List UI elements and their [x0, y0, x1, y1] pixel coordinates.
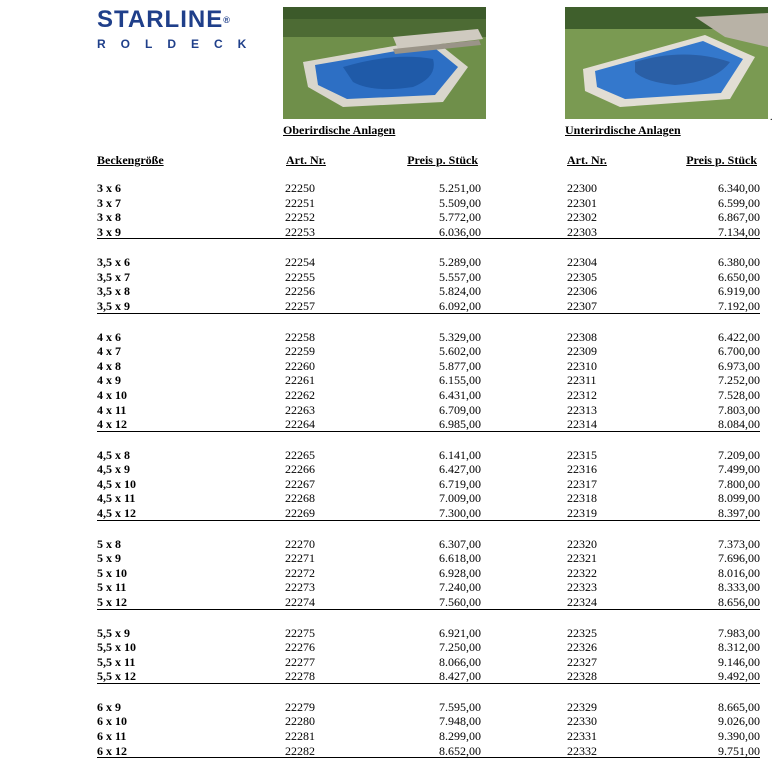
heading-above-ground: Oberirdische Anlagen [283, 123, 396, 137]
group-divider-line [97, 757, 760, 758]
art-nr-under-cell: 22329 [567, 699, 597, 714]
art-nr-under-cell: 22324 [567, 594, 597, 609]
size-cell: 4 x 8 [97, 358, 121, 373]
art-nr-under-cell: 22331 [567, 728, 597, 743]
art-nr-above-cell: 22280 [285, 714, 315, 729]
art-nr-under-cell: 22325 [567, 625, 597, 640]
art-nr-above-cell: 22264 [285, 417, 315, 432]
size-cell: 3 x 9 [97, 224, 121, 239]
art-nr-under-cell: 22309 [567, 344, 597, 359]
price-under-cell: 8.665,00 [718, 699, 760, 714]
size-cell: 6 x 11 [97, 728, 127, 743]
art-nr-above-cell: 22254 [285, 255, 315, 270]
size-cell: 3,5 x 6 [97, 255, 130, 270]
size-cell: 5 x 8 [97, 536, 121, 551]
art-nr-above-cell: 22257 [285, 299, 315, 314]
price-under-cell: 8.333,00 [718, 580, 760, 595]
size-cell: 5,5 x 9 [97, 625, 130, 640]
size-cell: 4 x 7 [97, 344, 121, 359]
art-nr-under-cell: 22318 [567, 491, 597, 506]
art-nr-above-cell: 22282 [285, 743, 315, 758]
size-cell: 4 x 6 [97, 329, 121, 344]
art-nr-under-cell: 22312 [567, 387, 597, 402]
price-under-cell: 6.867,00 [718, 210, 760, 225]
art-nr-under-cell: 22332 [567, 743, 597, 758]
column-header-art-nr-above: Art. Nr. [286, 153, 326, 167]
price-under-cell: 7.209,00 [718, 447, 760, 462]
art-nr-above-cell: 22278 [285, 669, 315, 684]
price-above-cell: 6.709,00 [439, 402, 481, 417]
size-cell: 5 x 11 [97, 580, 127, 595]
price-above-cell: 6.921,00 [439, 625, 481, 640]
price-above-cell: 8.652,00 [439, 743, 481, 758]
price-under-cell: 6.599,00 [718, 195, 760, 210]
price-under-cell: 8.016,00 [718, 565, 760, 580]
price-above-cell: 7.300,00 [439, 506, 481, 521]
size-cell: 3 x 8 [97, 210, 121, 225]
art-nr-under-cell: 22300 [567, 181, 597, 195]
price-under-cell: 8.397,00 [718, 506, 760, 521]
art-nr-above-cell: 22253 [285, 224, 315, 239]
price-above-cell: 6.036,00 [439, 224, 481, 239]
size-cell: 3,5 x 7 [97, 269, 130, 284]
art-nr-above-cell: 22269 [285, 506, 315, 521]
price-above-cell: 5.824,00 [439, 284, 481, 299]
art-nr-above-cell: 22273 [285, 580, 315, 595]
price-under-cell: 7.252,00 [718, 373, 760, 388]
price-under-cell: 8.099,00 [718, 491, 760, 506]
logo-brand: STARLINE [97, 6, 224, 33]
price-above-cell: 5.251,00 [439, 181, 481, 195]
art-nr-under-cell: 22328 [567, 669, 597, 684]
price-above-cell: 6.141,00 [439, 447, 481, 462]
art-nr-above-cell: 22259 [285, 344, 315, 359]
art-nr-above-cell: 22279 [285, 699, 315, 714]
price-under-cell: 8.656,00 [718, 594, 760, 609]
stray-mark: . [770, 112, 773, 123]
art-nr-under-cell: 22314 [567, 417, 597, 432]
art-nr-under-cell: 22301 [567, 195, 597, 210]
size-cell: 3 x 7 [97, 195, 121, 210]
size-cell: 4 x 12 [97, 417, 127, 432]
price-above-cell: 6.985,00 [439, 417, 481, 432]
column-header-size: Beckengröße [97, 153, 164, 167]
column-header-price-under: Preis p. Stück [686, 153, 757, 167]
size-cell: 6 x 9 [97, 699, 121, 714]
art-nr-above-cell: 22277 [285, 654, 315, 669]
art-nr-above-cell: 22251 [285, 195, 315, 210]
price-above-cell: 6.307,00 [439, 536, 481, 551]
price-under-cell: 6.340,00 [718, 181, 760, 195]
size-cell: 4 x 9 [97, 373, 121, 388]
art-nr-under-cell: 22303 [567, 224, 597, 239]
art-nr-under-cell: 22302 [567, 210, 597, 225]
price-above-cell: 5.509,00 [439, 195, 481, 210]
art-nr-under-cell: 22308 [567, 329, 597, 344]
size-cell: 4 x 10 [97, 387, 127, 402]
art-nr-under-cell: 22327 [567, 654, 597, 669]
size-cell: 4,5 x 9 [97, 462, 130, 477]
art-nr-under-cell: 22320 [567, 536, 597, 551]
column-header-price-above: Preis p. Stück [407, 153, 478, 167]
art-nr-above-cell: 22267 [285, 476, 315, 491]
group-divider-line [97, 431, 760, 432]
price-under-cell: 9.146,00 [718, 654, 760, 669]
size-cell: 3,5 x 9 [97, 299, 130, 314]
price-under-cell: 9.492,00 [718, 669, 760, 684]
price-under-cell: 7.134,00 [718, 224, 760, 239]
price-above-cell: 8.066,00 [439, 654, 481, 669]
size-cell: 6 x 10 [97, 714, 127, 729]
price-above-cell: 8.427,00 [439, 669, 481, 684]
price-above-cell: 5.557,00 [439, 269, 481, 284]
size-cell: 3,5 x 8 [97, 284, 130, 299]
price-under-cell: 7.192,00 [718, 299, 760, 314]
logo-subtitle: ROLDECK [97, 37, 262, 51]
price-under-cell: 9.751,00 [718, 743, 760, 758]
art-nr-under-cell: 22316 [567, 462, 597, 477]
heading-underground: Unterirdische Anlagen [565, 123, 681, 137]
price-under-cell: 8.084,00 [718, 417, 760, 432]
art-nr-above-cell: 22256 [285, 284, 315, 299]
art-nr-above-cell: 22265 [285, 447, 315, 462]
art-nr-under-cell: 22305 [567, 269, 597, 284]
price-above-cell: 6.155,00 [439, 373, 481, 388]
price-above-cell: 6.928,00 [439, 565, 481, 580]
price-under-cell: 6.973,00 [718, 358, 760, 373]
price-under-cell: 7.800,00 [718, 476, 760, 491]
price-above-cell: 5.602,00 [439, 344, 481, 359]
group-divider-line [97, 609, 760, 610]
art-nr-above-cell: 22260 [285, 358, 315, 373]
price-under-cell: 7.696,00 [718, 551, 760, 566]
art-nr-under-cell: 22317 [567, 476, 597, 491]
price-under-cell: 8.312,00 [718, 640, 760, 655]
price-above-cell: 6.427,00 [439, 462, 481, 477]
price-above-cell: 7.240,00 [439, 580, 481, 595]
logo-registered-mark: ® [223, 15, 231, 25]
art-nr-under-cell: 22304 [567, 255, 597, 270]
price-above-cell: 7.250,00 [439, 640, 481, 655]
size-cell: 4,5 x 8 [97, 447, 130, 462]
price-under-cell: 7.499,00 [718, 462, 760, 477]
size-cell: 5,5 x 10 [97, 640, 136, 655]
price-above-cell: 5.877,00 [439, 358, 481, 373]
price-above-cell: 7.948,00 [439, 714, 481, 729]
price-under-cell: 7.373,00 [718, 536, 760, 551]
size-cell: 6 x 12 [97, 743, 127, 758]
art-nr-above-cell: 22252 [285, 210, 315, 225]
price-under-cell: 7.528,00 [718, 387, 760, 402]
art-nr-above-cell: 22266 [285, 462, 315, 477]
group-divider-line [97, 683, 760, 684]
art-nr-above-cell: 22281 [285, 728, 315, 743]
art-nr-above-cell: 22270 [285, 536, 315, 551]
size-cell: 4,5 x 11 [97, 491, 136, 506]
art-nr-above-cell: 22274 [285, 594, 315, 609]
price-under-cell: 7.803,00 [718, 402, 760, 417]
size-cell: 4 x 11 [97, 402, 127, 417]
art-nr-above-cell: 22275 [285, 625, 315, 640]
art-nr-under-cell: 22306 [567, 284, 597, 299]
size-cell: 5 x 10 [97, 565, 127, 580]
size-cell: 5,5 x 11 [97, 654, 136, 669]
price-above-cell: 5.772,00 [439, 210, 481, 225]
size-cell: 4,5 x 10 [97, 476, 136, 491]
art-nr-under-cell: 22321 [567, 551, 597, 566]
price-above-cell: 5.329,00 [439, 329, 481, 344]
art-nr-under-cell: 22323 [567, 580, 597, 595]
art-nr-above-cell: 22250 [285, 181, 315, 195]
price-under-cell: 7.983,00 [718, 625, 760, 640]
art-nr-above-cell: 22263 [285, 402, 315, 417]
price-above-cell: 8.299,00 [439, 728, 481, 743]
price-under-cell: 9.026,00 [718, 714, 760, 729]
price-above-cell: 5.289,00 [439, 255, 481, 270]
price-under-cell: 6.700,00 [718, 344, 760, 359]
price-above-cell: 7.595,00 [439, 699, 481, 714]
group-divider-line [97, 520, 760, 521]
size-cell: 5 x 12 [97, 594, 127, 609]
art-nr-above-cell: 22262 [285, 387, 315, 402]
price-under-cell: 6.422,00 [718, 329, 760, 344]
price-under-cell: 6.380,00 [718, 255, 760, 270]
art-nr-under-cell: 22310 [567, 358, 597, 373]
art-nr-under-cell: 22319 [567, 506, 597, 521]
art-nr-under-cell: 22313 [567, 402, 597, 417]
price-above-cell: 6.618,00 [439, 551, 481, 566]
price-above-cell: 7.560,00 [439, 594, 481, 609]
price-above-cell: 6.092,00 [439, 299, 481, 314]
column-header-art-nr-under: Art. Nr. [567, 153, 607, 167]
price-above-cell: 6.431,00 [439, 387, 481, 402]
art-nr-above-cell: 22272 [285, 565, 315, 580]
art-nr-under-cell: 22315 [567, 447, 597, 462]
art-nr-above-cell: 22271 [285, 551, 315, 566]
size-cell: 5 x 9 [97, 551, 121, 566]
art-nr-above-cell: 22261 [285, 373, 315, 388]
art-nr-under-cell: 22307 [567, 299, 597, 314]
art-nr-above-cell: 22268 [285, 491, 315, 506]
art-nr-above-cell: 22276 [285, 640, 315, 655]
price-above-cell: 6.719,00 [439, 476, 481, 491]
art-nr-under-cell: 22326 [567, 640, 597, 655]
art-nr-under-cell: 22322 [567, 565, 597, 580]
price-under-cell: 6.650,00 [718, 269, 760, 284]
price-under-cell: 6.919,00 [718, 284, 760, 299]
group-divider-line [97, 238, 760, 239]
price-above-cell: 7.009,00 [439, 491, 481, 506]
size-cell: 4,5 x 12 [97, 506, 136, 521]
art-nr-under-cell: 22311 [567, 373, 597, 388]
price-under-cell: 9.390,00 [718, 728, 760, 743]
size-cell: 5,5 x 12 [97, 669, 136, 684]
art-nr-above-cell: 22258 [285, 329, 315, 344]
size-cell: 3 x 6 [97, 181, 121, 195]
art-nr-above-cell: 22255 [285, 269, 315, 284]
art-nr-under-cell: 22330 [567, 714, 597, 729]
group-divider-line [97, 313, 760, 314]
